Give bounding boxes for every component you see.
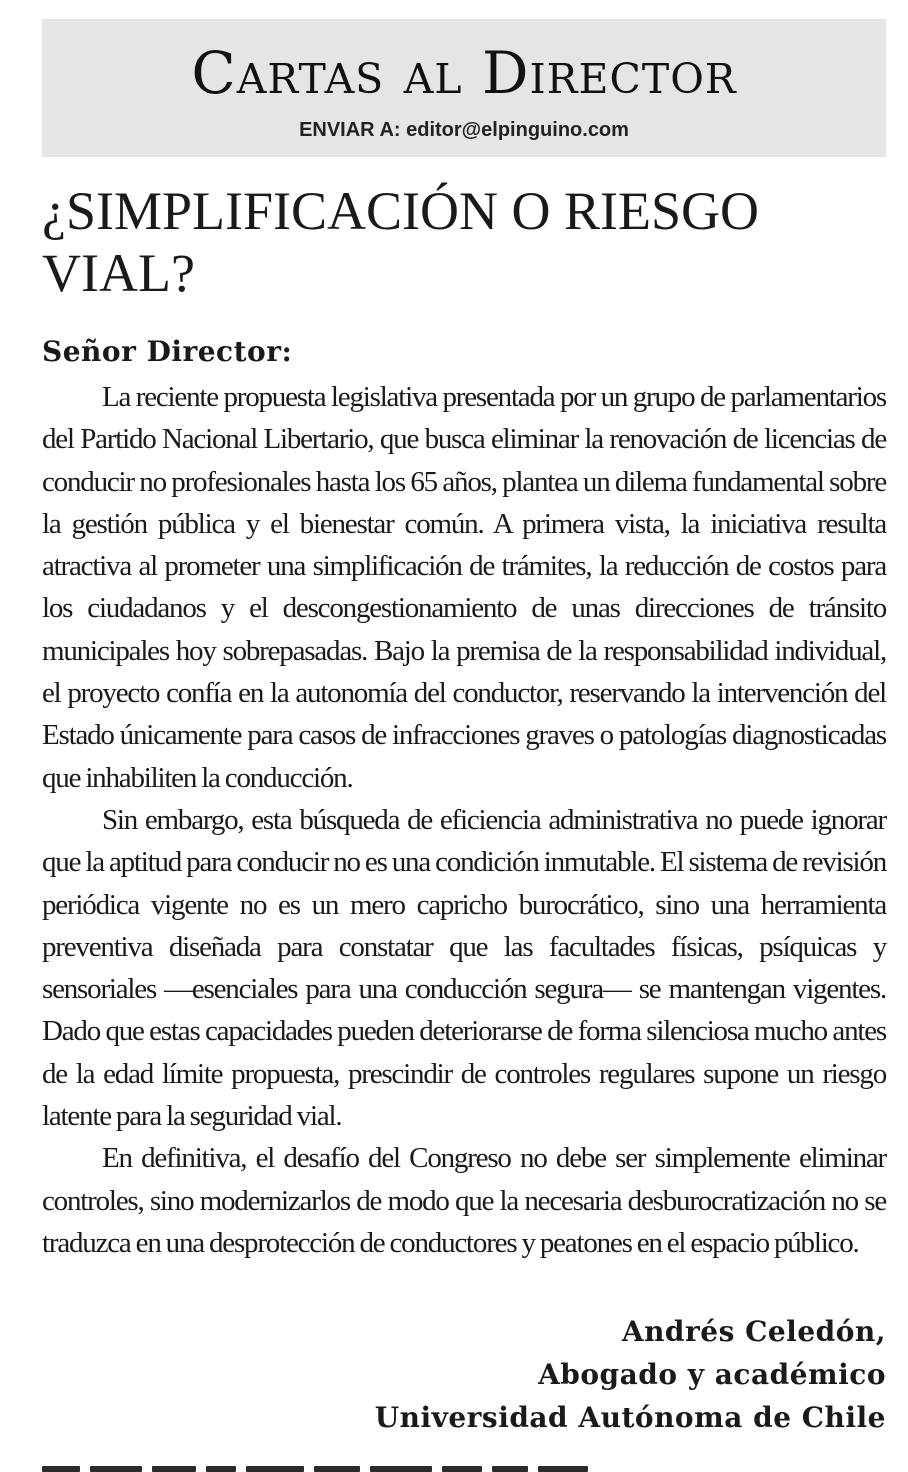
signature-name: Andrés Celedón, xyxy=(621,1315,886,1348)
letter-paragraph: En definitiva, el desafío del Congreso no debe ser simplemente eliminar controles, sino modernizarlos de modo que la necesaria desburocratización no se traduzca en una desprotección de conductores y peatones en el espacio público. xyxy=(42,1142,886,1259)
letter-paragraph: Sin embargo, esta búsqueda de eficiencia administrativa no puede ignorar que la aptitud para conducir no es una condición inmutable. El sistema de revisión periódica vigente no es un mero capricho burocrático, sino una herramienta preventiva diseñada para constatar que las facultades físicas, psíquicas y sensoriales —esenciales para una conducción segura— se mantengan vigentes. Dado que estas capacidades pueden deteriorarse de forma silenciosa mucho antes de la edad límite propuesta, prescindir de controles regulares supone un riesgo latente para la seguridad vial. xyxy=(42,803,886,1133)
letter-headline: ¿SIMPLIFICACIÓN O RIESGO VIAL? xyxy=(42,181,760,303)
signature-role: Abogado y académico xyxy=(538,1358,886,1391)
next-headline-fragment xyxy=(42,1456,642,1472)
letter-body xyxy=(42,376,886,1264)
letter-salutation: Señor Director: xyxy=(42,335,293,368)
signature-institution: Universidad Autónoma de Chile xyxy=(374,1401,886,1434)
letter-paragraph: La reciente propuesta legislativa presentada por un grupo de parlamentarios del Partido Nacional Libertario, que busca eliminar la renovación de licencias de conducir no profesionales hasta los 65 años, plantea un dilema fundamental sobre la gestión pública y el bienestar común. A primera vista, la iniciativa resulta atractiva al prometer una simplificación de trámites, la reducción de costos para los ciudadanos y el descongestionamiento de unas direcciones de tránsito municipales hoy sobrepasadas. Bajo la premisa de la responsabilidad individual, el proyecto confía en la autonomía del conductor, reservando la intervención del Estado únicamente para casos de infracciones graves o patologías diagnosticadas que inhabiliten la conducción. xyxy=(42,381,886,794)
section-title: Cartas al Director xyxy=(191,39,737,107)
send-to-email: ENVIAR A: editor@elpinguino.com xyxy=(299,119,629,141)
section-header xyxy=(42,19,886,157)
letter-signature xyxy=(375,1310,886,1439)
